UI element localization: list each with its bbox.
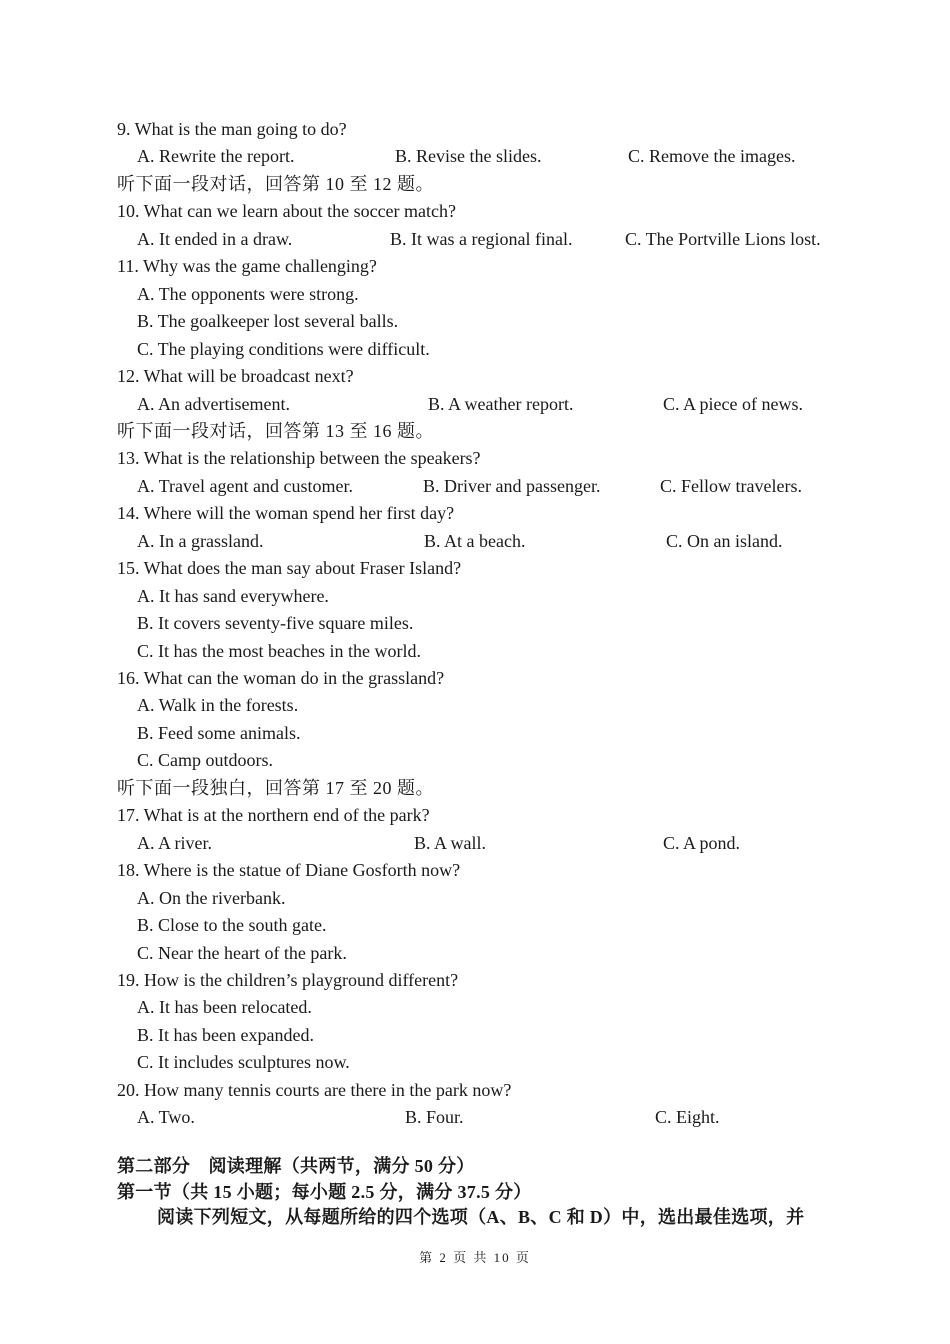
- option-text: A. It has sand everywhere.: [137, 585, 329, 606]
- question-line: [0, 116, 950, 143]
- question-line: [0, 1077, 950, 1104]
- option-text: C. It has the most beaches in the world.: [137, 640, 421, 661]
- question-text: 9. What is the man going to do?: [117, 119, 347, 139]
- question-line: [0, 665, 950, 692]
- option-b: B. Four.: [405, 1107, 464, 1128]
- option-a: A. It ended in a draw.: [137, 228, 293, 249]
- option-a: A. In a grassland.: [137, 530, 264, 551]
- option-line: [0, 638, 950, 665]
- options-row: [0, 391, 950, 418]
- option-c: C. Eight.: [655, 1107, 720, 1128]
- option-line: [0, 940, 950, 967]
- option-text: C. The playing conditions were difficult.: [137, 338, 430, 359]
- question-text: 19. How is the children’s playground different?: [117, 969, 459, 990]
- section-instruction: 听下面一段对话，回答第 10 至 12 题。: [117, 173, 434, 194]
- section-instruction: 听下面一段对话，回答第 13 至 16 题。: [117, 420, 434, 441]
- question-text: 11. Why was the game challenging?: [117, 256, 377, 277]
- question-text: 10. What can we learn about the soccer match?: [117, 201, 457, 222]
- option-b: B. At a beach.: [424, 530, 526, 551]
- option-a: A. Rewrite the report.: [137, 146, 295, 167]
- option-line: [0, 747, 950, 774]
- option-text: C. Camp outdoors.: [137, 750, 274, 771]
- question-line: [0, 445, 950, 472]
- option-c: C. Fellow travelers.: [660, 475, 802, 496]
- question-line: [0, 802, 950, 829]
- option-text: C. Near the heart of the park.: [137, 942, 347, 963]
- options-row: [0, 143, 950, 170]
- option-line: [0, 336, 950, 363]
- option-line: [0, 885, 950, 912]
- option-line: [0, 583, 950, 610]
- options-row: [0, 473, 950, 500]
- option-line: [0, 692, 950, 719]
- options-row: [0, 830, 950, 857]
- option-b: B. It was a regional final.: [390, 228, 573, 249]
- option-line: [0, 720, 950, 747]
- option-text: B. It covers seventy-five square miles.: [137, 613, 414, 634]
- option-c: C. Remove the images.: [628, 146, 796, 167]
- section-instruction-line: [0, 775, 950, 802]
- question-text: 12. What will be broadcast next?: [117, 366, 354, 387]
- option-a: A. A river.: [137, 832, 212, 853]
- section-instruction: 听下面一段独白，回答第 17 至 20 题。: [117, 777, 434, 798]
- options-row: [0, 226, 950, 253]
- question-line: [0, 555, 950, 582]
- option-text: B. Close to the south gate.: [137, 915, 327, 936]
- option-line: [0, 610, 950, 637]
- option-line: [0, 994, 950, 1021]
- option-text: A. It has been relocated.: [137, 997, 312, 1018]
- option-line: [0, 1022, 950, 1049]
- option-line: [0, 912, 950, 939]
- option-c: C. The Portville Lions lost.: [625, 228, 821, 249]
- option-text: A. On the riverbank.: [137, 887, 286, 908]
- part-title: 第二部分 阅读理解（共两节，满分 50 分）: [117, 1156, 475, 1176]
- question-text: 17. What is at the northern end of the park?: [117, 805, 430, 826]
- option-line: [0, 1049, 950, 1076]
- option-a: A. An advertisement.: [137, 393, 290, 414]
- question-line: [0, 198, 950, 225]
- question-line: [0, 500, 950, 527]
- question-text: 15. What does the man say about Fraser Island?: [117, 558, 462, 579]
- option-line: [0, 308, 950, 335]
- question-text: 18. Where is the statue of Diane Gosforth now?: [117, 860, 461, 881]
- options-row: [0, 528, 950, 555]
- option-text: C. It includes sculptures now.: [137, 1052, 350, 1073]
- question-line: [0, 253, 950, 280]
- option-text: A. Walk in the forests.: [137, 695, 299, 716]
- option-b: B. A weather report.: [428, 393, 574, 414]
- option-line: [0, 281, 950, 308]
- reading-instruction: 阅读下列短文，从每题所给的四个选项（A、B、C 和 D）中，选出最佳选项，并: [157, 1207, 805, 1227]
- section-instruction-line: [0, 171, 950, 198]
- option-c: C. A pond.: [663, 832, 741, 853]
- question-text: 14. Where will the woman spend her first day?: [117, 503, 455, 524]
- options-row: [0, 1104, 950, 1131]
- question-text: 16. What can the woman do in the grassland?: [117, 668, 445, 688]
- option-text: B. The goalkeeper lost several balls.: [137, 311, 399, 332]
- question-line: [0, 363, 950, 390]
- option-b: B. Revise the slides.: [395, 146, 542, 167]
- option-a: A. Two.: [137, 1107, 195, 1128]
- part-title-line: [0, 1153, 950, 1180]
- subsection-title-line: [0, 1179, 950, 1206]
- question-text: 20. How many tennis courts are there in the park now?: [117, 1079, 512, 1100]
- option-b: B. Driver and passenger.: [423, 475, 601, 496]
- question-text: 13. What is the relationship between the speakers?: [117, 448, 481, 469]
- option-text: B. It has been expanded.: [137, 1024, 314, 1045]
- option-c: C. On an island.: [666, 530, 783, 551]
- subsection-title: 第一节（共 15 小题；每小题 2.5 分，满分 37.5 分）: [117, 1182, 532, 1202]
- question-line: [0, 857, 950, 884]
- reading-instruction-line: [0, 1204, 950, 1231]
- option-a: A. Travel agent and customer.: [137, 475, 353, 496]
- section-instruction-line: [0, 418, 950, 445]
- option-b: B. A wall.: [414, 832, 487, 853]
- option-c: C. A piece of news.: [663, 393, 803, 414]
- question-line: [0, 967, 950, 994]
- option-text: B. Feed some animals.: [137, 722, 301, 743]
- page-footer: 第 2 页 共 10 页: [419, 1250, 531, 1265]
- option-text: A. The opponents were strong.: [137, 283, 359, 304]
